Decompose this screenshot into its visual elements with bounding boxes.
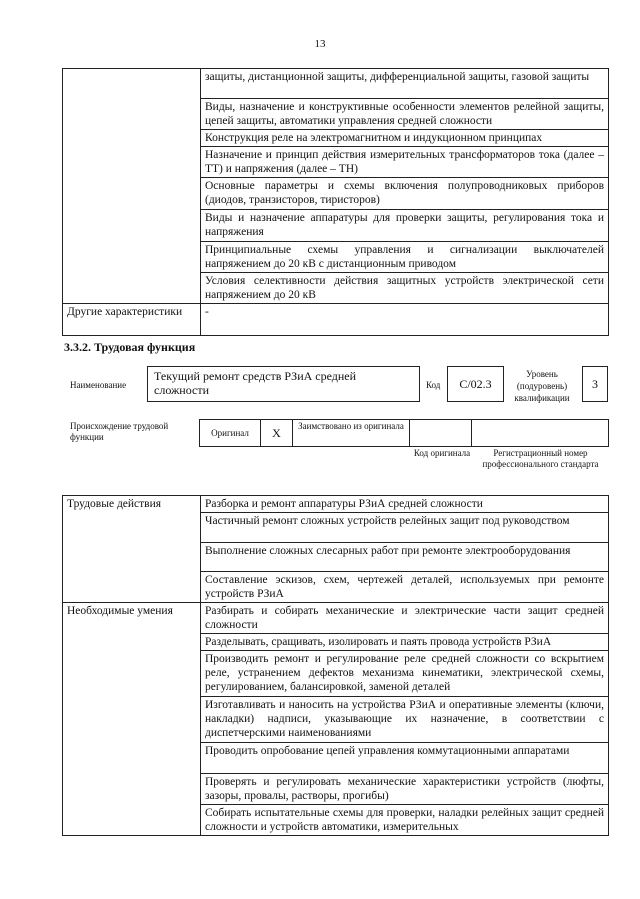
labor-action-item: Частичный ремонт сложных устройств релейных защит под руководством [201, 513, 609, 543]
labor-action-item: Выполнение сложных слесарных работ при ремонте электрооборудования [201, 543, 609, 572]
knowledge-item: Основные параметры и схемы включения полупроводниковых приборов (диодов, транзисторов, тиристоров) [201, 178, 609, 210]
knowledge-item: Условия селективности действия защитных устройств электрической сети напряжением до 20 кВ [201, 273, 609, 304]
code-box [447, 366, 504, 402]
skill-item: Проводить опробование цепей управления коммутационными аппаратами [201, 743, 609, 774]
knowledge-item: Принципиальные схемы управления и сигнализации выключателей напряжением до 20 кВ с дистанционным приводом [201, 242, 609, 273]
knowledge-item: Назначение и принцип действия измерительных трансформаторов тока (далее – ТТ) и напряжения (далее – ТН) [201, 147, 609, 178]
code-label: Код [426, 380, 441, 390]
labor-actions-label: Трудовые действия [63, 496, 201, 603]
code-original-caption: Код оригинала [413, 448, 471, 458]
other-characteristics-value: - [201, 304, 609, 336]
other-characteristics-label: Другие характеристики [63, 304, 201, 336]
knowledge-item: Виды, назначение и конструктивные особенности элементов релейной защиты, цепей защиты, автоматики управления средней сложности [201, 99, 609, 130]
code-value: C/02.3 [459, 377, 492, 391]
knowledge-item: Конструкция реле на электромагнитном и индукционном принципах [201, 130, 609, 147]
borrowed-label: Заимствовано из оригинала [293, 420, 410, 447]
origin-table [199, 419, 609, 447]
function-name: Текущий ремонт средств РЗиА средней сложности [154, 369, 357, 397]
function-name-box [147, 366, 420, 402]
required-skills-label: Необходимые умения [63, 603, 201, 836]
level-value: 3 [592, 377, 598, 391]
skill-item: Проверять и регулировать механические характеристики устройств (люфты, зазоры, провалы, растворы, прогибы) [201, 774, 609, 805]
knowledge-item: защиты, дистанционной защиты, дифференциальной защиты, газовой защиты [201, 69, 609, 99]
page-number: 13 [314, 38, 326, 50]
labor-action-item: Разборка и ремонт аппаратуры РЗиА средней сложности [201, 496, 609, 513]
original-label: Оригинал [200, 420, 261, 447]
knowledge-table [62, 68, 609, 336]
skill-item: Разбирать и собирать механические и электрические части защит средней сложности [201, 603, 609, 634]
skill-item: Собирать испытательные схемы для проверки, наладки релейных защит средней сложности и устройств автоматики, измерительных [201, 805, 609, 836]
original-mark: X [261, 420, 293, 447]
reg-number-cell [472, 420, 609, 447]
labor-action-item: Составление эскизов, схем, чертежей деталей, используемых при ремонте устройств РЗиА [201, 572, 609, 603]
skill-item: Разделывать, сращивать, изолировать и паять провода устройств РЗиА [201, 634, 609, 651]
knowledge-item: Виды и назначение аппаратуры для проверки защиты, регулирования тока и напряжения [201, 210, 609, 242]
name-label: Наименование [70, 380, 127, 390]
origin-label: Происхождение трудовой функции [70, 421, 169, 442]
reg-number-caption: Регистрационный номер профессионального стандарта [482, 448, 599, 469]
skill-item: Изготавливать и наносить на устройства РЗиА и оперативные элементы (ключи, накладки) надписи, указывающие их назначение, в соответствии с диспетчерскими наименованиями [201, 697, 609, 743]
code-original-cell [410, 420, 472, 447]
skill-item: Производить ремонт и регулирование реле средней сложности со вскрытием реле, устранением дефектов механизма кинематики, электрической схемы, регулированием, балансировкой, заменой деталей [201, 651, 609, 697]
section-title: 3.3.2. Трудовая функция [64, 340, 196, 354]
level-box [582, 366, 608, 402]
knowledge-label-cell [63, 69, 201, 304]
labor-function-table [62, 495, 609, 836]
level-label: Уровень (подуровень) квалификации [514, 369, 570, 403]
